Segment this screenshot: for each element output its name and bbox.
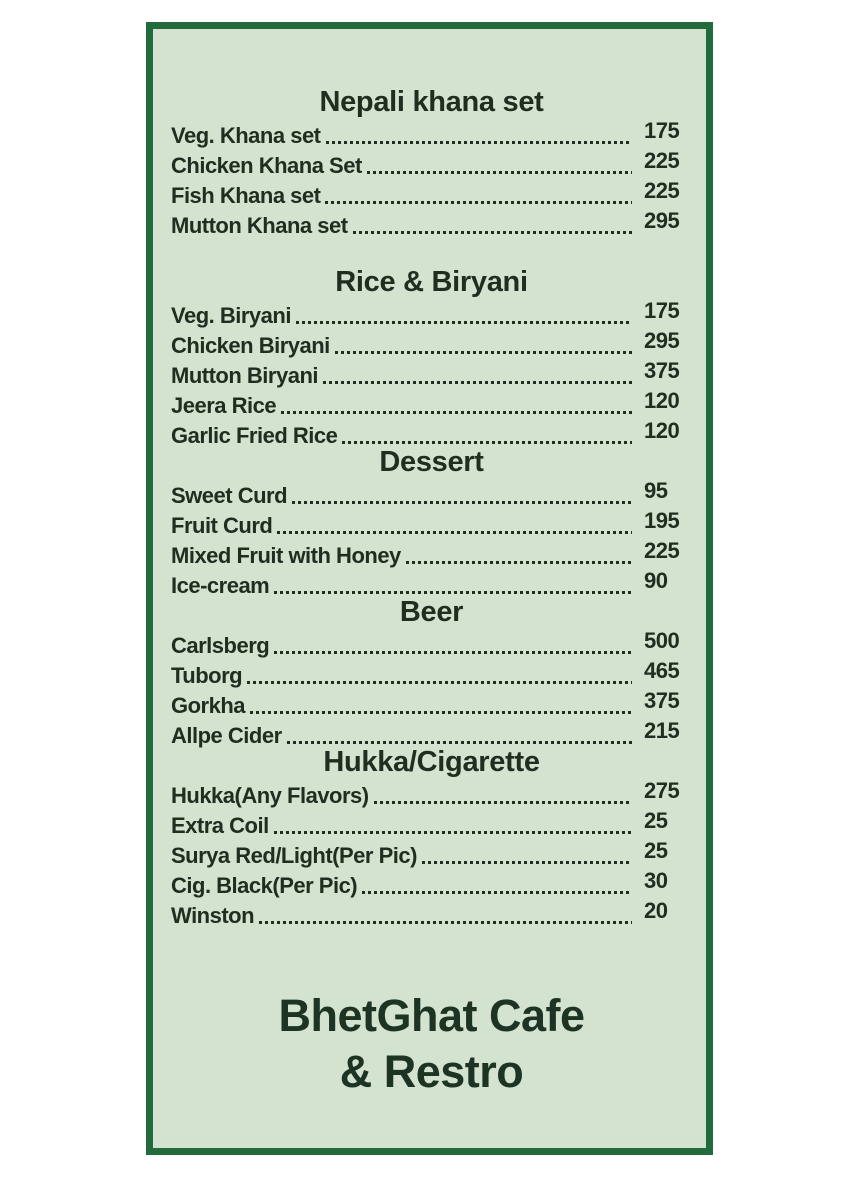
menu-item-name: Winston — [171, 903, 255, 928]
dotted-leader — [422, 861, 632, 864]
menu-item-name: Chicken Khana Set — [171, 153, 362, 178]
menu-item-price: 25 — [644, 808, 668, 833]
menu-item-row — [171, 298, 692, 331]
menu-item-row — [171, 148, 692, 181]
dotted-leader — [353, 231, 632, 234]
dotted-leader — [325, 201, 632, 204]
menu-item-name: Surya Red/Light(Per Pic) — [171, 843, 417, 868]
menu-section — [171, 747, 692, 931]
menu-item-price: 195 — [644, 508, 680, 533]
dotted-leader — [259, 921, 632, 924]
menu-item-name: Cig. Black(Per Pic) — [171, 873, 358, 898]
menu-section — [171, 267, 692, 451]
menu-item-price: 500 — [644, 628, 680, 653]
menu-section — [171, 447, 692, 601]
menu-content — [153, 87, 706, 1100]
menu-item-row — [171, 898, 692, 931]
menu-item-name: Sweet Curd — [171, 483, 288, 508]
restaurant-name-line1: BhetGhat Cafe — [278, 990, 585, 1041]
menu-item-price: 295 — [644, 208, 680, 233]
dotted-leader — [277, 531, 632, 534]
menu-item-price: 20 — [644, 898, 668, 923]
menu-item-name: Chicken Biryani — [171, 333, 330, 358]
menu-item-name: Veg. Biryani — [171, 303, 291, 328]
section-title: Beer — [399, 596, 464, 628]
dotted-leader — [247, 681, 632, 684]
menu-item-price: 175 — [644, 118, 680, 143]
dotted-leader — [296, 321, 632, 324]
menu-item-row — [171, 868, 692, 901]
dotted-leader — [406, 561, 632, 564]
dotted-leader — [287, 741, 632, 744]
menu-item-row — [171, 478, 692, 511]
dotted-leader — [335, 351, 632, 354]
menu-item-name: Fish Khana set — [171, 183, 321, 208]
menu-item-price: 215 — [644, 718, 680, 743]
menu-item-price: 295 — [644, 328, 680, 353]
dotted-leader — [362, 891, 632, 894]
menu-item-name: Fruit Curd — [171, 513, 273, 538]
menu-item-price: 90 — [644, 568, 668, 593]
menu-section — [171, 597, 692, 751]
menu-item-row — [171, 628, 692, 661]
menu-item-row — [171, 838, 692, 871]
menu-item-row — [171, 808, 692, 841]
dotted-leader — [292, 501, 632, 504]
restaurant-name-line2: & Restro — [339, 1046, 524, 1097]
menu-item-price: 120 — [644, 418, 680, 443]
menu-item-row — [171, 208, 692, 241]
dotted-leader — [326, 141, 632, 144]
dotted-leader — [274, 831, 632, 834]
menu-item-name: Allpe Cider — [171, 723, 282, 748]
menu-item-price: 120 — [644, 388, 680, 413]
section-title: Nepali khana set — [319, 86, 544, 118]
menu-item-row — [171, 778, 692, 811]
menu-item-name: Garlic Fried Rice — [171, 423, 338, 448]
menu-item-price: 225 — [644, 148, 680, 173]
menu-item-price: 175 — [644, 298, 680, 323]
menu-item-name: Ice-cream — [171, 573, 270, 598]
menu-item-row — [171, 388, 692, 421]
dotted-leader — [342, 441, 632, 444]
menu-item-name: Carlsberg — [171, 633, 270, 658]
menu-item-row — [171, 688, 692, 721]
menu-item-row — [171, 358, 692, 391]
menu-sections — [171, 87, 692, 931]
menu-item-price: 25 — [644, 838, 668, 863]
menu-item-name: Tuborg — [171, 663, 243, 688]
menu-item-row — [171, 328, 692, 361]
menu-item-price: 375 — [644, 358, 680, 383]
menu-item-row — [171, 178, 692, 211]
menu-item-name: Mutton Biryani — [171, 363, 318, 388]
menu-item-name: Jeera Rice — [171, 393, 277, 418]
dotted-leader — [374, 801, 632, 804]
dotted-leader — [250, 711, 632, 714]
section-title: Hukka/Cigarette — [323, 746, 540, 778]
menu-item-row — [171, 658, 692, 691]
menu-item-price: 275 — [644, 778, 680, 803]
dotted-leader — [281, 411, 632, 414]
menu-item-row — [171, 538, 692, 571]
menu-card — [146, 22, 713, 1155]
menu-item-name: Veg. Khana set — [171, 123, 321, 148]
menu-item-row — [171, 508, 692, 541]
menu-item-price: 375 — [644, 688, 680, 713]
restaurant-name — [171, 988, 692, 1100]
dotted-leader — [323, 381, 632, 384]
menu-item-price: 465 — [644, 658, 680, 683]
section-title: Rice & Biryani — [335, 266, 528, 298]
menu-item-price: 225 — [644, 178, 680, 203]
menu-item-price: 95 — [644, 478, 668, 503]
menu-item-price: 30 — [644, 868, 668, 893]
menu-item-row — [171, 118, 692, 151]
menu-section — [171, 87, 692, 241]
dotted-leader — [274, 651, 632, 654]
dotted-leader — [274, 591, 632, 594]
menu-item-name: Hukka(Any Flavors) — [171, 783, 369, 808]
dotted-leader — [367, 171, 632, 174]
menu-item-name: Gorkha — [171, 693, 246, 718]
section-title: Dessert — [379, 446, 484, 478]
menu-item-price: 225 — [644, 538, 680, 563]
menu-item-name: Extra Coil — [171, 813, 269, 838]
menu-item-name: Mixed Fruit with Honey — [171, 543, 401, 568]
menu-item-name: Mutton Khana set — [171, 213, 348, 238]
